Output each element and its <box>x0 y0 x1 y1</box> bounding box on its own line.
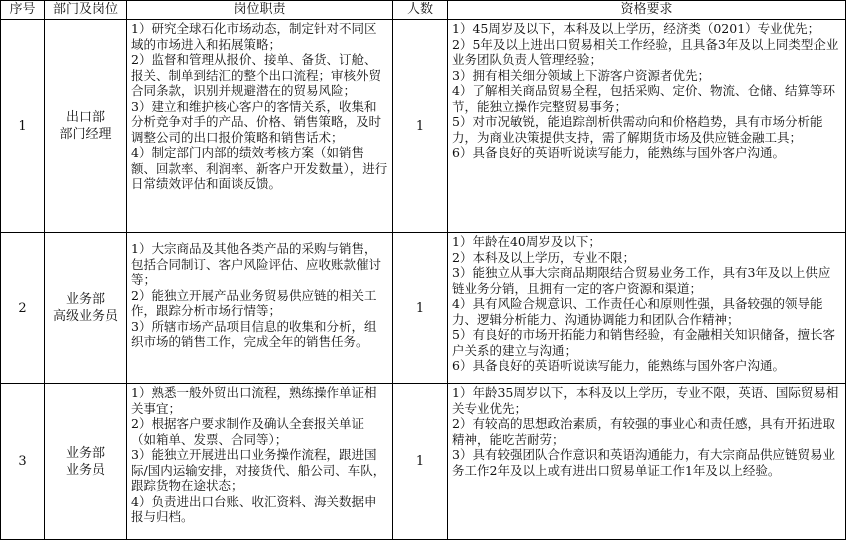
requirements-cell <box>448 233 846 384</box>
header-count: 人数 <box>393 1 448 20</box>
table-row <box>1 20 846 233</box>
duty-item: 2）能独立开展产品业务贸易供应链的相关工作，跟踪分析市场行情等； <box>131 287 377 319</box>
header-row <box>1 1 846 20</box>
requirement-item: 3）具有较强团队合作意识和英语沟通能力，有大宗商品供应链贸易业务工作2年及以上或有进出口贸易单证工作1年及以上经验。 <box>452 447 835 478</box>
dept-name: 业务部 <box>65 292 105 308</box>
duty-item: 1）熟悉一般外贸出口流程，熟练操作单证相关事宜； <box>131 385 377 416</box>
dept-position-cell <box>45 233 127 384</box>
count-cell: 1 <box>393 384 448 540</box>
requirement-item: 2）有较高的思想政治素质，有较强的事业心和责任感，具有开拓进取精神，能吃苦耐劳； <box>452 416 835 447</box>
requirement-item: 1）年龄在40周岁及以下； <box>452 234 601 250</box>
header-duties: 岗位职责 <box>127 1 393 20</box>
dept-name: 业务部 <box>65 445 105 461</box>
requirements-cell <box>448 384 846 540</box>
duty-item: 2）根据客户要求制作及确认全套报关单证（如箱单、发票、合同等）； <box>131 416 364 447</box>
duty-item: 3）所辖市场产品项目信息的收集和分析，组织市场的销售工作，完成全年的销售任务。 <box>131 318 377 350</box>
count-cell: 1 <box>393 20 448 233</box>
duties-cell <box>127 233 393 384</box>
duty-item: 3）建立和维护核心客户的客情关系，收集和分析竞争对手的产品、价格、销售策略，及时调整公司的出口报价策略和销售话术； <box>131 98 382 145</box>
requirements-cell <box>448 20 846 233</box>
requirement-item: 5）有良好的市场开拓能力和销售经验，有金融相关知识储备，擅长客户关系的建立与沟通； <box>452 327 835 358</box>
seq-cell: 2 <box>1 233 45 384</box>
position-name: 业务员 <box>65 462 105 478</box>
requirement-item: 6）具备良好的英语听说读写能力，能熟练与国外客户沟通。 <box>452 358 785 374</box>
duty-item: 2）监督和管理从报价、接单、备货、订舱、报关、制单到结汇的整个出口流程；审核外贸合同条款，识别并规避潜在的贸易风险； <box>131 52 382 98</box>
requirement-item: 1）45周岁及以下，本科及以上学历，经济类（0201）专业优先； <box>452 21 821 36</box>
header-dept-position: 部门及岗位 <box>45 1 127 20</box>
seq-cell: 1 <box>1 20 45 233</box>
requirement-item: 4）具有风险合规意识、工作责任心和原则性强，具备较强的领导能力、逻辑分析能力、沟通协调能力和团队合作精神； <box>452 296 823 327</box>
requirement-item: 3）拥有相关细分领域上下游客户资源者优先； <box>452 67 710 83</box>
duty-item: 3）能独立开展进出口业务操作流程，跟进国际/国内运输安排，对接货代、船公司、车队，跟踪货物在途状态； <box>131 447 386 494</box>
seq-cell: 3 <box>1 384 45 540</box>
duties-cell <box>127 20 393 233</box>
dept-position-cell <box>45 384 127 540</box>
requirement-item: 2）5年及以上进出口贸易相关工作经验，且具备3年及以上同类型企业业务团队负责人管理经验； <box>452 36 839 67</box>
duties-cell <box>127 384 393 540</box>
table-row <box>1 384 846 540</box>
position-name: 高级业务员 <box>52 309 118 325</box>
requirement-item: 6）具备良好的英语听说读写能力，能熟练与国外客户沟通。 <box>452 145 785 160</box>
position-name: 部门经理 <box>59 127 112 143</box>
requirement-item: 3）能独立从事大宗商品期限结合贸易业务工作，具有3年及以上供应链业务分销，且拥有一定的客户资源和渠道； <box>452 265 831 296</box>
requirement-item: 1）年龄35周岁以下，本科及以上学历，专业不限，英语、国际贸易相关专业优先； <box>452 385 839 416</box>
duty-item: 1）大宗商品及其他各类产品的采购与销售，包括合同制订、客户风险评估、应收账款催讨等； <box>131 241 382 288</box>
dept-position-cell <box>45 20 127 233</box>
duty-item: 1）研究全球石化市场动态，制定针对不同区域的市场进入和拓展策略； <box>131 21 377 52</box>
requirement-item: 5）对市况敏锐，能追踪剖析供需动向和价格趋势，具有市场分析能力，为商业决策提供支持，需了解期货市场及供应链金融工具； <box>452 114 823 145</box>
duty-item: 4）制定部门内部的绩效考核方案（如销售额、回款率、利润率、新客户开发数量），进行日常绩效评估和面谈反馈。 <box>131 145 388 191</box>
requirement-item: 2）本科及以上学历，专业不限； <box>452 249 635 265</box>
header-requirements: 资格要求 <box>448 1 846 20</box>
count-cell: 1 <box>393 233 448 384</box>
requirement-item: 4）了解相关商品贸易全程，包括采购、定价、物流、仓储、结算等环节，能独立操作完整贸易事务； <box>452 83 835 114</box>
duty-item: 4）负责进出口台账、收汇资料、海关数据申报与归档。 <box>131 493 377 525</box>
header-seq: 序号 <box>1 1 45 20</box>
dept-name: 出口部 <box>65 110 105 126</box>
table-row <box>1 233 846 384</box>
